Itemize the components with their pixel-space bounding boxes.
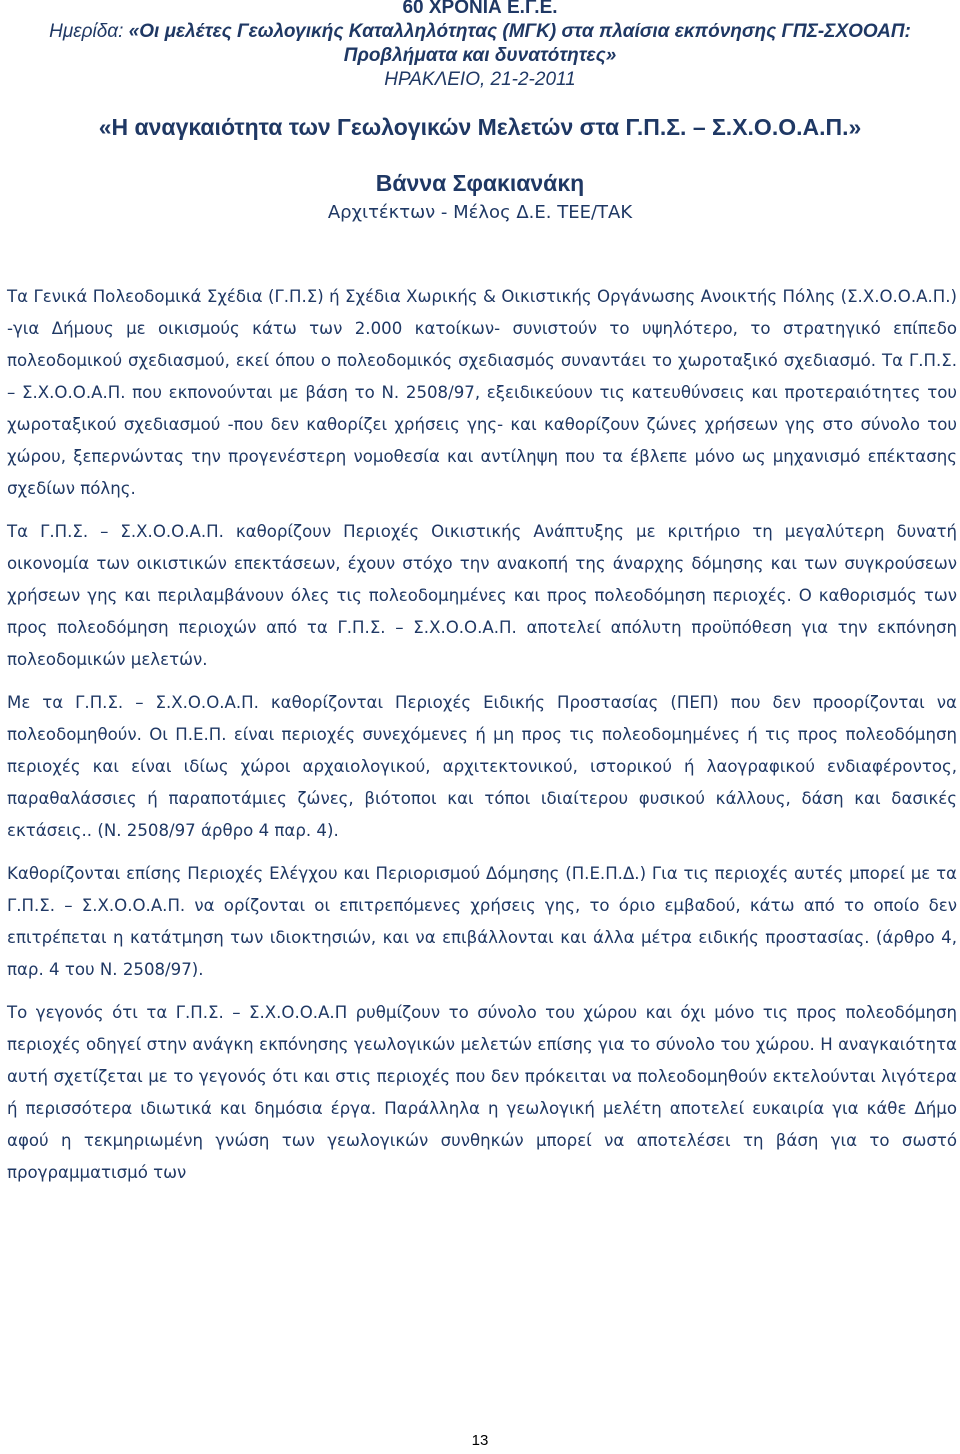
place-date: ΗΡΑΚΛΕΙΟ, 21-2-2011 xyxy=(384,69,576,90)
seminar-subtitle-line xyxy=(0,44,960,68)
paragraph: Καθορίζονται επίσης Περιοχές Ελέγχου και Περιορισμού Δόμησης (Π.Ε.Π.Δ.) Για τις περιοχές αυτές μπορεί με τα Γ.Π.Σ. – Σ.Χ.Ο.Ο.Α.Π. να ορίζονται οι επιτρεπόμενες χρήσεις γης, το όριο εμβαδού, κάτω από το οποίο δεν επιτρέπεται η κατάτμηση των ιδιοκτησιών, και να επιβάλλονται και άλλα μέτρα ειδικής προστασίας. (άρθρο 4, παρ. 4 του Ν. 2508/97). xyxy=(7,864,957,979)
body-text xyxy=(7,281,957,1200)
anniversary-line: 60 ΧΡΟΝΙΑ Ε.Γ.Ε. xyxy=(402,0,558,18)
paragraph: Το γεγονός ότι τα Γ.Π.Σ. – Σ.Χ.Ο.Ο.Α.Π ρυθμίζουν το σύνολο του χώρου και όχι μόνο τις προς πολεοδόμηση περιοχές οδηγεί στην ανάγκη εκπόνησης γεωλογικών μελετών επίσης για το σύνολο του χώρου. Η αναγκαιότητα αυτή σχετίζεται με το γεγονός ότι και στις περιοχές που δεν πρόκειται να πολεοδομηθούν εκτελούνται λιγότερα ή περισσότερα ιδιωτικά και δημόσια έργα. Παράλληλα η γεωλογική μελέτη αποτελεί ευκαιρία για κάθε Δήμο αφού η τεκμηριωμένη γνώση των γεωλογικών συνθηκών μπορεί να αποτελέσει τη βάση για το σωστό προγραμματισμό των xyxy=(7,1003,957,1182)
seminar-header xyxy=(0,0,960,92)
paper-title: «Η αναγκαιότητα των Γεωλογικών Μελετών στα Γ.Π.Σ. – Σ.Χ.Ο.Ο.Α.Π.» xyxy=(98,114,862,140)
author-affiliation: Αρχιτέκτων - Μέλος Δ.Ε. ΤΕΕ/ΤΑΚ xyxy=(327,202,633,223)
seminar-line xyxy=(0,20,960,44)
paragraph: Τα Γενικά Πολεοδομικά Σχέδια (Γ.Π.Σ) ή Σχέδια Χωρικής & Οικιστικής Οργάνωσης Ανοικτής Πόλης (Σ.Χ.Ο.Ο.Α.Π.) -για Δήμους με οικισμούς κάτω των 2.000 κατοίκων- συνιστούν το υψηλότερο, το στρατηγικό επίπεδο πολεοδομικού σχεδιασμού, εκεί όπου ο πολεοδομικός σχεδιασμός συναντάει το χωροταξικό σχεδιασμό. Τα Γ.Π.Σ. – Σ.Χ.Ο.Ο.Α.Π. που εκπονούνται με βάση το Ν. 2508/97, εξειδικεύουν τις κατευθύνσεις και προτεραιότητες του χωροταξικού σχεδιασμού -που δεν καθορίζει χρήσεις γης- και καθορίζουν ζώνες χρήσεων γης στο σύνολο του χώρου, ξεπερνώντας την προγενέστερη νομοθεσία και αντίληψη που τα έβλεπε μόνο ως μηχανισμό επέκτασης σχεδίων πόλης. xyxy=(7,287,957,498)
seminar-title: «Οι μελέτες Γεωλογικής Καταλληλότητας (ΜΓΚ) στα πλαίσια εκπόνησης ΓΠΣ-ΣΧΟΟΑΠ: xyxy=(128,21,911,42)
seminar-subtitle: Προβλήματα και δυνατότητες» xyxy=(343,45,617,66)
paragraph: Με τα Γ.Π.Σ. – Σ.Χ.Ο.Ο.Α.Π. καθορίζονται Περιοχές Ειδικής Προστασίας (ΠΕΠ) που δεν προορίζονται να πολεοδομηθούν. Οι Π.Ε.Π. είναι περιοχές συνεχόμενες ή μη προς τις πολεοδομημένες ή τις προς πολεοδόμηση περιοχές και είναι ιδίως χώροι αρχαιολογικού, αρχιτεκτονικού, ιστορικού ή λαογραφικού ενδιαφέροντος, παραθαλάσσιες ή παραποτάμιες ζώνες, βιότοποι και τόποι ιδιαίτερου φυσικού κάλλους, δάση και δασικές εκτάσεις.. (Ν. 2508/97 άρθρο 4 παρ. 4). xyxy=(7,693,957,840)
page-number: 13 xyxy=(471,1432,489,1449)
author-name: Βάννα Σφακιανάκη xyxy=(375,170,585,196)
seminar-prefix: Ημερίδα: xyxy=(49,21,129,42)
paragraph: Τα Γ.Π.Σ. – Σ.Χ.Ο.Ο.Α.Π. καθορίζουν Περιοχές Οικιστικής Ανάπτυξης με κριτήριο τη μεγαλύτερη δυνατή οικονομία των οικιστικών επεκτάσεων, έχουν στόχο την ανακοπή της άναρχης δόμησης και των συγκρούσεων χρήσεων γης και περιλαμβάνουν όλες τις πολεοδομημένες και προς πολεοδόμηση περιοχές. Ο καθορισμός των προς πολεοδόμηση περιοχών από τα Γ.Π.Σ. – Σ.Χ.Ο.Ο.Α.Π. αποτελεί απόλυτη προϋπόθεση για την εκπόνηση πολεοδομικών μελετών. xyxy=(7,522,957,669)
